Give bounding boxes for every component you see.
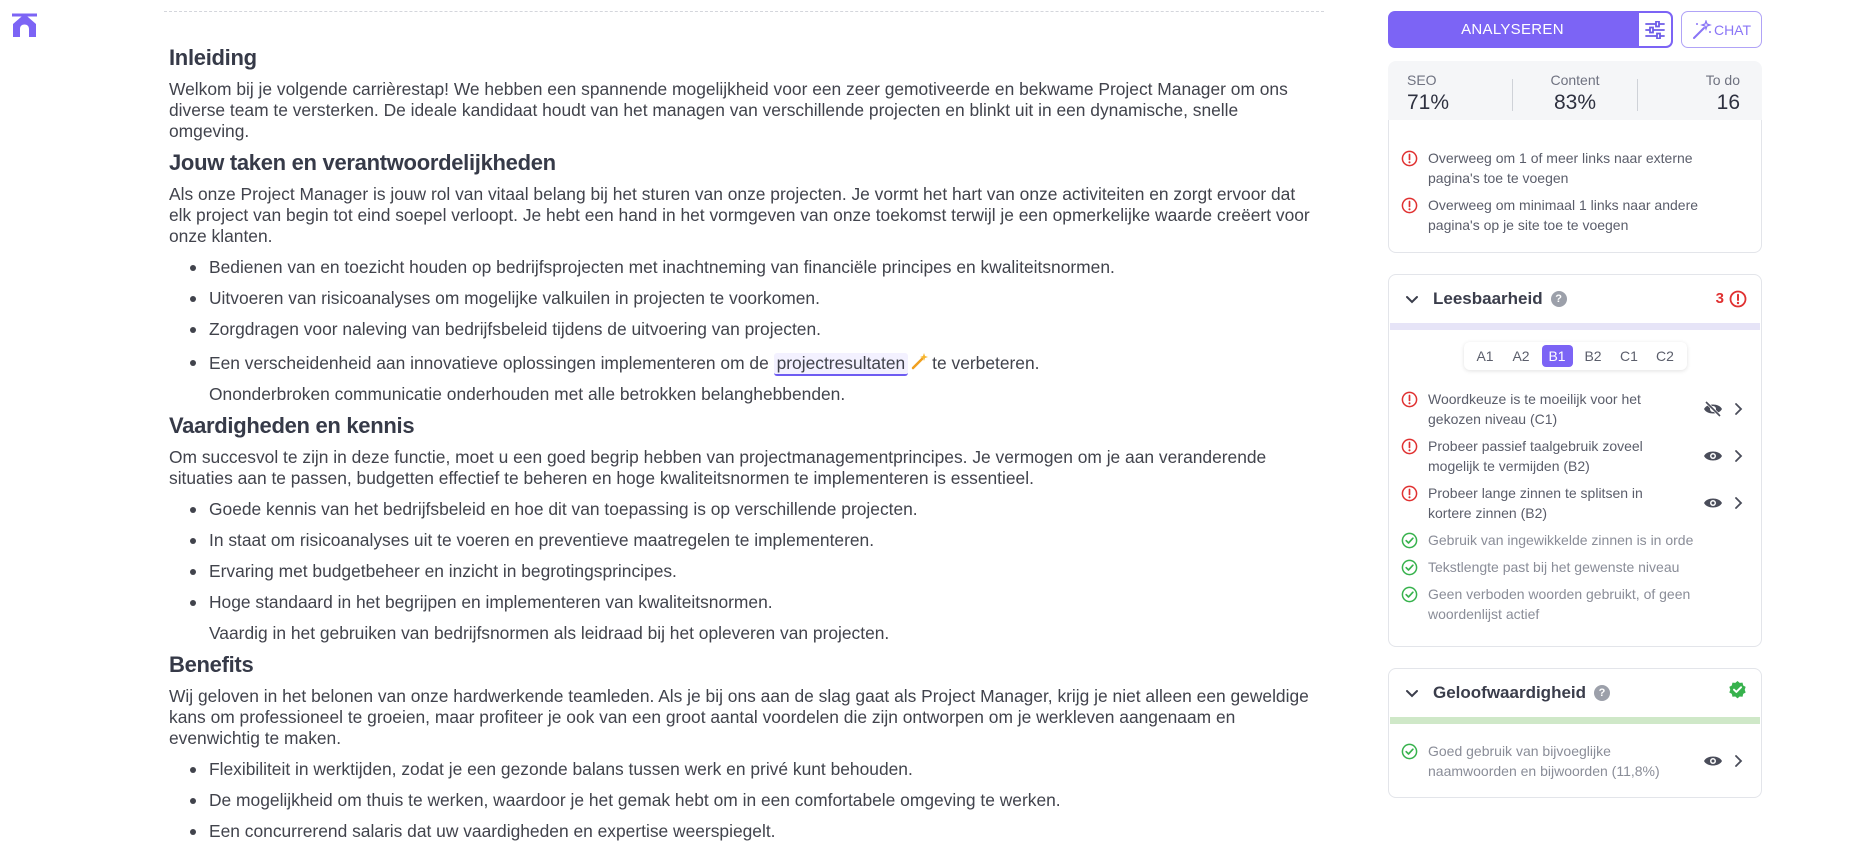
- sliders-icon: [1645, 21, 1665, 39]
- card-title-text: Geloofwaardigheid: [1433, 683, 1587, 702]
- app-logo-icon[interactable]: [11, 11, 38, 38]
- chevron-right-icon[interactable]: [1733, 449, 1743, 463]
- issue-text: Probeer lange zinnen te splitsen in kortere zinnen (B2): [1428, 485, 1643, 521]
- chat-button[interactable]: [1681, 11, 1762, 48]
- list-item: In staat om risicoanalyses uit te voeren en preventieve maatregelen te implementeren.: [209, 530, 1319, 551]
- error-icon: [1401, 438, 1418, 455]
- readability-bar: [1390, 323, 1760, 330]
- help-icon[interactable]: ?: [1594, 685, 1610, 701]
- heading-tasks: Jouw taken en verantwoordelijkheden: [169, 150, 556, 175]
- paragraph-skills: Om succesvol te zijn in deze functie, moet u een goed begrip hebben van projectmanagementprincipes. Je vermogen om je aan veranderende situaties aan te passen, budgetten effectief te beheren en hoge kwaliteitsnormen te implementeren is essentieel.: [169, 447, 1267, 488]
- list-item-text: Een verscheidenheid aan innovatieve oplossingen implementeren om de: [209, 353, 774, 373]
- eye-icon[interactable]: [1703, 446, 1723, 466]
- tasks-list: [169, 257, 1319, 405]
- list-item: Ononderbroken communicatie onderhouden met alle betrokken belanghebbenden.: [209, 384, 846, 404]
- analysis-panel: [1386, 0, 1766, 849]
- score-label: Content: [1550, 72, 1600, 88]
- check-circle-icon: [1401, 559, 1418, 576]
- magic-wand-icon[interactable]: [911, 352, 929, 370]
- readability-header[interactable]: [1389, 275, 1761, 323]
- score-value: 83%: [1553, 91, 1597, 114]
- list-item: De mogelijkheid om thuis te werken, waardoor je het gemak hebt om in een comfortabele omgeving te werken.: [209, 790, 1319, 811]
- level-option-active[interactable]: B1: [1542, 345, 1573, 367]
- heading-benefits: Benefits: [169, 652, 254, 677]
- list-item: Een concurrerend salaris dat uw vaardigheden en expertise weerspiegelt.: [209, 821, 1319, 842]
- chevron-right-icon[interactable]: [1733, 496, 1743, 510]
- level-option[interactable]: B2: [1584, 348, 1602, 364]
- level-selector: [1389, 342, 1761, 370]
- document-content[interactable]: [169, 43, 1319, 842]
- editor-divider: [164, 11, 1324, 12]
- error-icon: [1401, 485, 1418, 502]
- list-item: Zorgdragen voor naleving van bedrijfsbeleid tijdens de uitvoering van projecten.: [209, 319, 1319, 340]
- level-option[interactable]: A2: [1512, 348, 1530, 364]
- chevron-right-icon[interactable]: [1733, 402, 1743, 416]
- heading-skills: Vaardigheden en kennis: [169, 413, 415, 438]
- eye-off-icon[interactable]: [1703, 399, 1723, 419]
- list-item-text: te verbeteren.: [932, 353, 1040, 373]
- paragraph-tasks: Als onze Project Manager is jouw rol van vitaal belang bij het sturen van onze projecten. Je vormt het hart van onze activiteiten en zorgt ervoor dat elk project van begin tot eind soepel verloopt. Je hebt een hand in het vormgeven van onze toekomst terwijl je een opmerkelijke waarde creëert voor onze klanten.: [169, 184, 1310, 246]
- magic-wand-icon: [1692, 20, 1712, 40]
- help-icon[interactable]: ?: [1551, 291, 1567, 307]
- error-icon: [1401, 197, 1418, 214]
- analyze-button[interactable]: ANALYSEREN: [1388, 11, 1637, 48]
- card-title-text: Leesbaarheid: [1433, 289, 1543, 308]
- eye-icon[interactable]: [1703, 751, 1723, 771]
- issue-text: Overweeg om minimaal 1 links naar andere pagina's op je site toe te voegen: [1428, 197, 1699, 233]
- list-item: Uitvoeren van risicoanalyses om mogelijke valkuilen in projecten te voorkomen.: [209, 288, 1319, 309]
- issue-text: Woordkeuze is te moeilijk voor het gekozen niveau (C1): [1428, 391, 1641, 427]
- readability-card: [1388, 274, 1762, 647]
- paragraph-intro: Welkom bij je volgende carrièrestap! We hebben een spannende mogelijkheid voor een zeer gemotiveerde en bekwame Project Manager om ons diverse team te versterken. De ideale kandidaat houdt van het managen van verschillende projecten en blinkt uit in een dynamische, snelle omgeving.: [169, 79, 1288, 141]
- check-circle-icon: [1401, 532, 1418, 549]
- chevron-down-icon: [1404, 291, 1420, 307]
- check-circle-icon: [1401, 586, 1418, 603]
- ai-suggestion-highlight[interactable]: projectresultaten: [774, 353, 909, 376]
- level-option[interactable]: C2: [1656, 348, 1674, 364]
- heading-intro: Inleiding: [169, 45, 257, 70]
- score-label: SEO: [1407, 72, 1437, 88]
- passed-text: Gebruik van ingewikkelde zinnen is in orde: [1428, 532, 1694, 548]
- credibility-header[interactable]: [1389, 669, 1761, 717]
- list-item: Goede kennis van het bedrijfsbeleid en hoe dit van toepassing is op verschillende projecten.: [209, 499, 1319, 520]
- card-title: [1433, 683, 1610, 703]
- skills-list: [169, 499, 1319, 644]
- level-option[interactable]: A1: [1476, 348, 1494, 364]
- chat-label: CHAT: [1713, 21, 1752, 38]
- passed-text: Geen verboden woorden gebruikt, of geen woordenlijst actief: [1428, 586, 1691, 622]
- passed-text: Tekstlengte past bij het gewenste niveau: [1428, 559, 1680, 575]
- benefits-list: [169, 759, 1319, 842]
- error-icon: [1401, 391, 1418, 408]
- score-value: 16: [1716, 91, 1740, 114]
- check-circle-icon: [1401, 743, 1418, 760]
- chevron-right-icon[interactable]: [1733, 754, 1743, 768]
- issue-count: 3: [1715, 290, 1724, 307]
- credibility-card: [1388, 668, 1762, 798]
- passed-text: Goed gebruik van bijvoeglijke naamwoorden en bijwoorden (11,8%): [1428, 743, 1660, 779]
- list-item: Ervaring met budgetbeheer en inzicht in begrotingsprincipes.: [209, 561, 1319, 582]
- error-icon: [1729, 290, 1747, 308]
- level-option[interactable]: C1: [1620, 348, 1638, 364]
- seo-card: [1388, 120, 1762, 253]
- card-title: [1433, 289, 1567, 309]
- list-item: [209, 352, 1319, 374]
- score-content[interactable]: [1513, 61, 1637, 129]
- score-todo[interactable]: [1638, 61, 1762, 129]
- check-badge-icon: [1728, 680, 1747, 699]
- error-icon: [1401, 150, 1418, 167]
- issue-text: Probeer passief taalgebruik zoveel mogelijk te vermijden (B2): [1428, 438, 1643, 474]
- score-value: 71%: [1407, 91, 1450, 114]
- settings-button[interactable]: [1637, 11, 1673, 48]
- paragraph-benefits: Wij geloven in het belonen van onze hardwerkende teamleden. Als je bij ons aan de slag gaat als Project Manager, krijg je niet alleen een geweldige kans om professioneel te groeien, maar profiteer je ook van een groot aantal voordelen die zijn ontworpen om je werkleven aangenaam en evenwichtig te maken.: [169, 686, 1309, 748]
- credibility-bar: [1390, 717, 1760, 724]
- list-item: Flexibiliteit in werktijden, zodat je een gezonde balans tussen werk en privé kunt behouden.: [209, 759, 1319, 780]
- issue-text: Overweeg om 1 of meer links naar externe pagina's toe te voegen: [1428, 150, 1693, 186]
- document-editor[interactable]: [164, 0, 1324, 849]
- chevron-down-icon: [1404, 685, 1420, 701]
- score-seo[interactable]: [1388, 61, 1512, 129]
- eye-icon[interactable]: [1703, 493, 1723, 513]
- list-item: Hoge standaard in het begrijpen en implementeren van kwaliteitsnormen.: [209, 592, 1319, 613]
- list-item: Bedienen van en toezicht houden op bedrijfsprojecten met inachtneming van financiële principes en kwaliteitsnormen.: [209, 257, 1319, 278]
- score-summary: [1388, 61, 1762, 129]
- list-item: Vaardig in het gebruiken van bedrijfsnormen als leidraad bij het opleveren van projecten.: [209, 623, 890, 643]
- score-label: To do: [1705, 72, 1740, 88]
